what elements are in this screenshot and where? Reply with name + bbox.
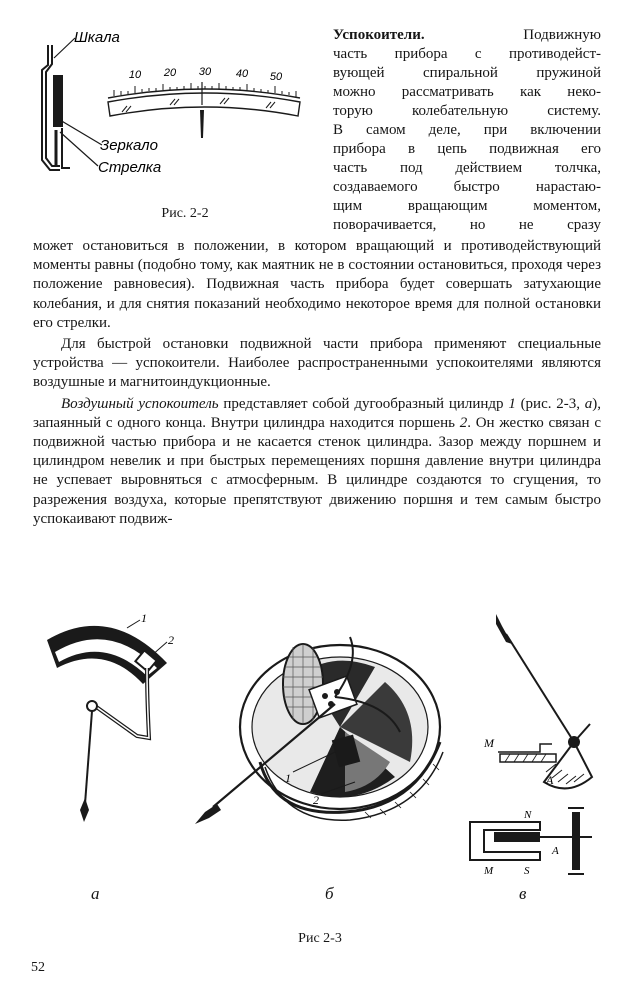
section-intro-column — [333, 26, 601, 235]
figure-2-3a — [35, 608, 195, 848]
tick-label-20: 20 — [163, 67, 177, 79]
intro-line-7: прибора в цепь подвижная его — [333, 141, 601, 157]
intro-line-1: Подвижную — [523, 27, 601, 43]
air-damper-term: Воздушный успокоитель — [61, 395, 219, 412]
intro-line-2: часть прибора с противодейст- — [333, 46, 601, 62]
intro-line-3: вующей спиральной пружиной — [333, 65, 601, 81]
fig-c-mark-a2: A — [552, 845, 559, 857]
fig-a-label: а — [91, 884, 100, 903]
intro-line-5: торую колебательную систему. — [333, 103, 601, 119]
scale-label: Шкала — [74, 29, 120, 46]
paragraph-3: Воздушный успокоитель представляет собой дугообразный цилиндр 1 (рис. 2-3, а), запаянный с одного конца. Внутри цилиндра находится поршень 2. Он жестко связан с подвижной частью прибора и не касается стенок цилиндра. Зазор между поршнем и цилиндром невелик и при быстрых перемещениях поршня давление внутри цилиндра не успевает выровняться с атмосферным. В цилиндре создаются то сгущения, то разрежения воздуха, которые препятствуют движению поршня и тем самым быстро успокаивают подвиж- — [33, 395, 601, 527]
tick-label-10: 10 — [128, 69, 142, 81]
intro-line-9: создаваемого быстро нарастаю- — [333, 179, 601, 195]
fig-b-mark-2: 2 — [313, 793, 319, 807]
fig-a-mark-2: 2 — [168, 633, 174, 647]
tick-label-40: 40 — [235, 68, 249, 80]
intro-line-6: В самом деле, при включении — [333, 122, 601, 138]
intro-line-10: щим вращающим моментом, — [333, 198, 601, 214]
fig-b-mark-1: 1 — [285, 771, 291, 785]
tick-label-30: 30 — [198, 66, 212, 78]
fig-c-mark-s: S — [524, 865, 530, 877]
figure-2-3b — [185, 612, 450, 847]
section-heading: Успокоители. — [333, 27, 425, 43]
fig-c-mark-m2: M — [484, 865, 494, 877]
needle-label: Стрелка — [98, 159, 162, 176]
paragraph-2: Для быстрой остановки подвижной части прибора применяют специальные устройства — успокоители. Наиболее распространенными успокоителями являются воздушные и магнитоиндукционные. — [33, 336, 601, 391]
intro-line-11: поворачивается, но не сразу — [333, 217, 601, 233]
mirror-label: Зеркало — [100, 137, 158, 154]
fig-c-mark-a1: A — [546, 773, 554, 787]
figure-2-3-caption: Рис 2-3 — [298, 931, 342, 946]
page-number: 52 — [31, 960, 45, 975]
fig-c-mark-n: N — [524, 809, 532, 821]
fig-c-mark-m1: M — [484, 736, 494, 750]
tick-label-50: 50 — [269, 71, 283, 83]
paragraph-1-continued: может остановиться в положении, в котором вращающий и противодействующий моменты равны (подобно тому, как маятник не в состоянии остановиться, проходя через положение равновесия). Подвижная часть прибора будет совершать затухающие колебания, и для снятия показаний необходимо некоторое время для полной остановки его стрелки. — [33, 238, 601, 331]
fig-b-label: б — [325, 884, 334, 903]
figure-2-2 — [30, 20, 330, 200]
fig-a-mark-1: 1 — [141, 611, 147, 625]
figure-2-2-caption: Рис. 2-2 — [161, 206, 209, 221]
body-text — [33, 237, 601, 529]
figure-2-3c — [460, 612, 610, 882]
intro-line-4: можно рассматривать как неко- — [333, 84, 601, 100]
fig-c-label: в — [519, 884, 527, 903]
intro-line-8: часть под действием толчка, — [333, 160, 601, 176]
